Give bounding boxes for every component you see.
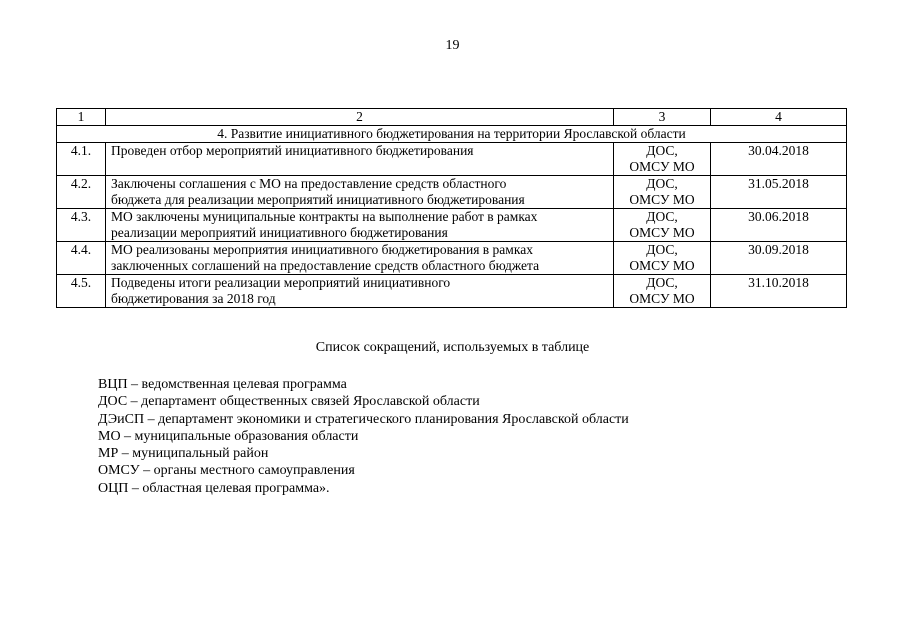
- abbreviation-item: ОЦП – областная целевая программа».: [98, 480, 330, 496]
- row-description: [106, 275, 614, 308]
- row-executor: [614, 242, 711, 275]
- section-title-row: [57, 126, 847, 143]
- row-date: 31.05.2018: [711, 176, 847, 209]
- page-number: 19: [445, 38, 460, 53]
- abbreviation-item: ВЦП – ведомственная целевая программа: [98, 377, 347, 392]
- row-date: 31.10.2018: [711, 275, 847, 308]
- table-row: [57, 242, 847, 275]
- row-description: [106, 176, 614, 209]
- column-header: 2: [106, 109, 614, 126]
- row-date: 30.06.2018: [711, 209, 847, 242]
- executor-line: ДОС,: [646, 143, 678, 158]
- row-executor: [614, 209, 711, 242]
- row-text-line: реализации мероприятий инициативного бюджетирования: [111, 225, 448, 240]
- executor-line: ДОС,: [646, 176, 678, 191]
- table-row: [57, 143, 847, 176]
- abbreviations-title: Список сокращений, используемых в таблице: [315, 340, 590, 355]
- row-description: [106, 242, 614, 275]
- row-executor: [614, 143, 711, 176]
- executor-line: ДОС,: [646, 209, 678, 224]
- executor-line: ОМСУ МО: [629, 225, 695, 240]
- abbreviation-item: ДЭиСП – департамент экономики и стратегического планирования Ярославской области: [98, 411, 629, 427]
- row-text-line: бюджетирования за 2018 год: [111, 291, 276, 306]
- row-date: 30.04.2018: [711, 143, 847, 176]
- table-row: [57, 209, 847, 242]
- row-text-line: бюджета для реализации мероприятий инициативного бюджетирования: [111, 192, 525, 207]
- table-row: [57, 275, 847, 308]
- row-description: [106, 209, 614, 242]
- row-number: 4.3.: [57, 209, 106, 242]
- executor-line: ОМСУ МО: [629, 258, 695, 273]
- row-number: 4.1.: [57, 143, 106, 176]
- row-number: 4.4.: [57, 242, 106, 275]
- executor-line: ОМСУ МО: [629, 192, 695, 207]
- row-text-line: МО реализованы мероприятия инициативного бюджетирования в рамках: [111, 242, 533, 257]
- executor-line: ОМСУ МО: [629, 159, 695, 174]
- column-header: 4: [711, 109, 847, 126]
- row-executor: [614, 176, 711, 209]
- row-number: 4.2.: [57, 176, 106, 209]
- table-row: [57, 176, 847, 209]
- row-text-line: МО заключены муниципальные контракты на выполнение работ в рамках: [111, 209, 538, 224]
- abbreviations-list: [98, 376, 629, 497]
- abbreviation-item: ДОС – департамент общественных связей Ярославской области: [98, 394, 480, 410]
- row-text-line: Заключены соглашения с МО на предоставление средств областного: [111, 176, 507, 191]
- abbreviation-item: МР – муниципальный район: [98, 446, 269, 462]
- column-header: 1: [57, 109, 106, 126]
- row-number: 4.5.: [57, 275, 106, 308]
- row-executor: [614, 275, 711, 308]
- row-date: 30.09.2018: [711, 242, 847, 275]
- row-description: [106, 143, 614, 176]
- column-header: 3: [614, 109, 711, 126]
- row-text-line: Проведен отбор мероприятий инициативного бюджетирования: [111, 143, 474, 158]
- abbreviation-item: МО – муниципальные образования области: [98, 428, 359, 444]
- table-header-row: [57, 109, 847, 126]
- row-text-line: Подведены итоги реализации мероприятий инициативного: [111, 275, 451, 290]
- row-text-line: заключенных соглашений на предоставление средств областного бюджета: [111, 258, 540, 273]
- executor-line: ДОС,: [646, 242, 678, 257]
- abbreviation-item: ОМСУ – органы местного самоуправления: [98, 463, 355, 479]
- activities-table: [56, 108, 847, 308]
- executor-line: ОМСУ МО: [629, 291, 695, 306]
- section-title: 4. Развитие инициативного бюджетирования на территории Ярославской области: [57, 126, 847, 143]
- executor-line: ДОС,: [646, 275, 678, 290]
